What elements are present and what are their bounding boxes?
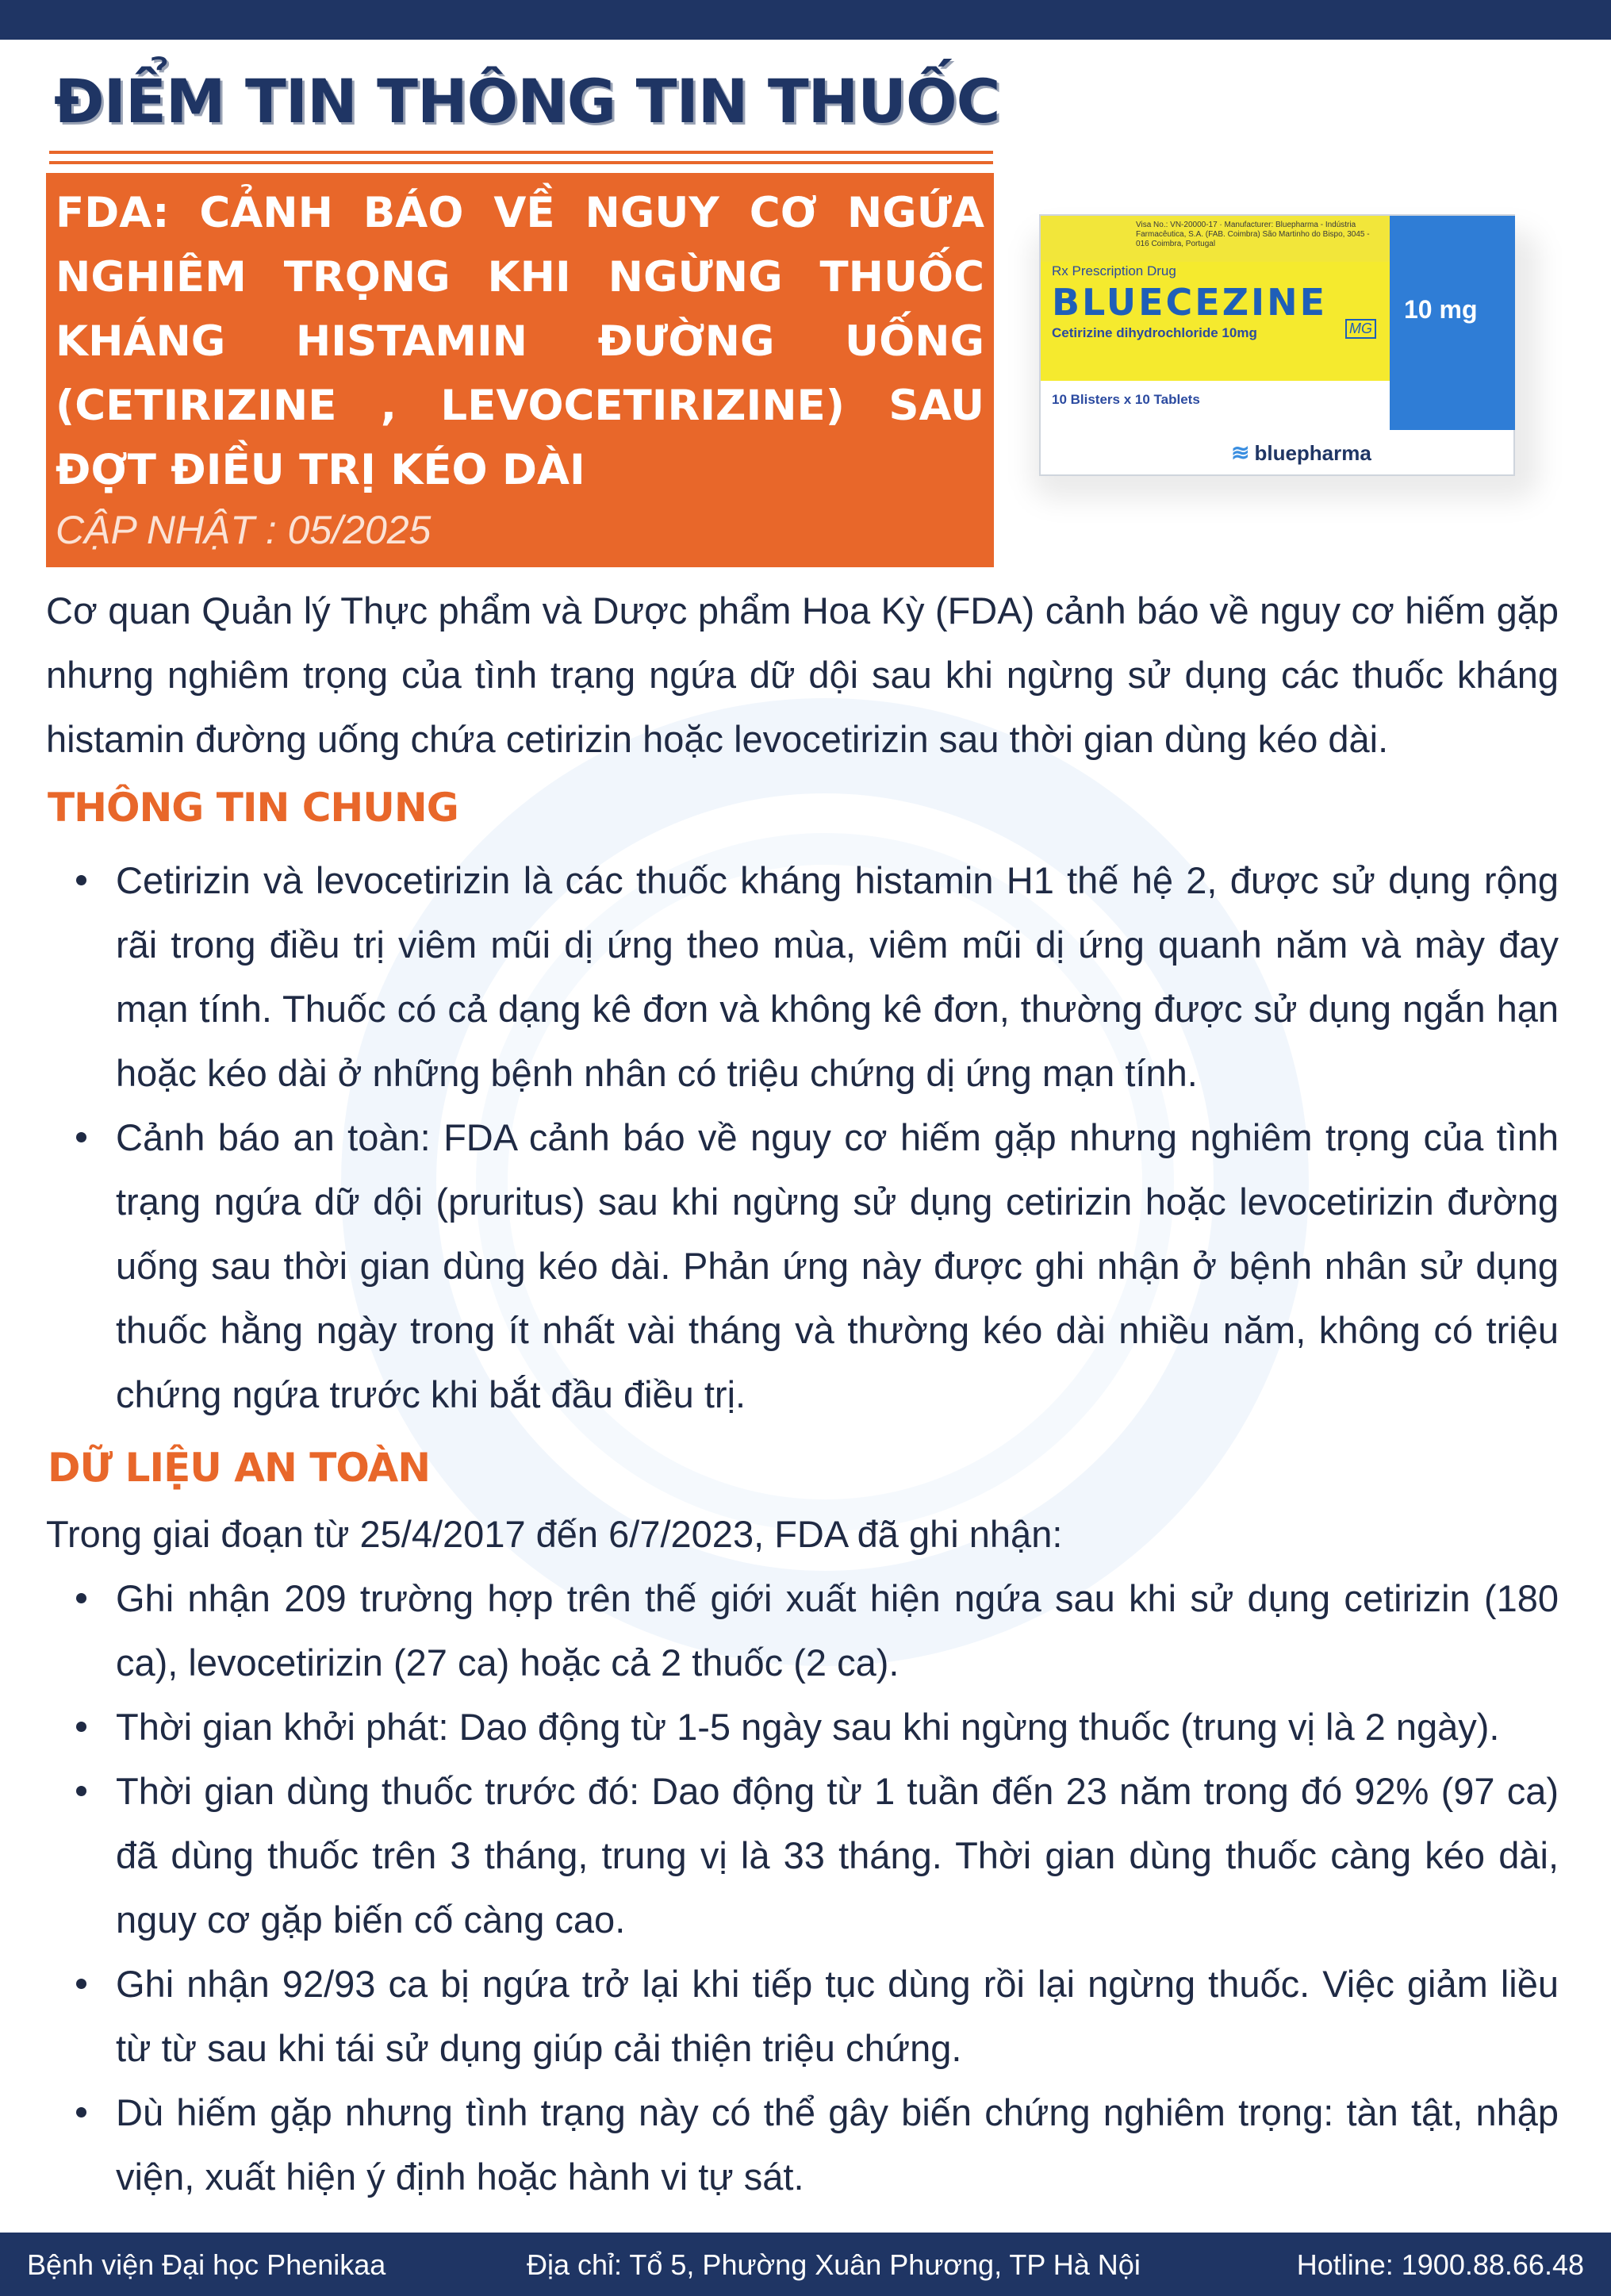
intro-paragraph: Cơ quan Quản lý Thực phẩm và Dược phẩm Hoa Kỳ (FDA) cảnh báo về nguy cơ hiếm gặp nhưng nghiêm trọng của tình trạng ngứa dữ dội sau khi ngừng sử dụng các thuốc kháng histamin đường uống chứa cetirizin hoặc levocetirizin sau thời gian dùng kéo dài.: [46, 589, 1559, 760]
product-brand: BLUECEZINE: [1052, 281, 1328, 324]
list-item-text: Thời gian khởi phát: Dao động từ 1-5 ngày sau khi ngừng thuốc (trung vị là 2 ngày).: [116, 1706, 1500, 1748]
general-list: [46, 848, 1559, 1426]
product-generic-name: Cetirizine dihydrochloride 10mg: [1052, 325, 1257, 340]
safety-list: [46, 1566, 1559, 2209]
list-item-text: Cảnh báo an toàn: FDA cảnh báo về nguy cơ hiếm gặp nhưng nghiêm trọng của tình trạng ngứa dữ dội (pruritus) sau khi ngừng sử dụng cetirizin hoặc levocetirizin đường uống sau thời gian dùng kéo dài. Phản ứng này được ghi nhận ở bệnh nhân sử dụng thuốc hằng ngày trong ít nhất vài tháng và thường kéo dài nhiều năm, không có triệu chứng ngứa trước khi bắt đầu điều trị.: [116, 1116, 1559, 1415]
top-banner: [0, 0, 1611, 40]
title-divider: [49, 151, 993, 154]
list-item-text: Dù hiếm gặp nhưng tình trạng này có thể gây biến chứng nghiêm trọng: tàn tật, nhập viện, xuất hiện ý định hoặc hành vi tự sát.: [116, 2091, 1559, 2198]
footer-address: Địa chỉ: Tổ 5, Phường Xuân Phương, TP Hà Nội: [527, 2248, 1141, 2281]
product-rx-label: Rx Prescription Drug: [1052, 263, 1176, 278]
list-item: [46, 848, 1559, 1105]
list-item-text: Thời gian dùng thuốc trước đó: Dao động từ 1 tuần đến 23 năm trong đó 92% (97 ca) đã dùng thuốc trên 3 tháng, trung vị là 33 tháng. Thời gian dùng thuốc càng kéo dài, nguy cơ gặp biến cố càng cao.: [116, 1770, 1559, 1941]
list-item-text: Ghi nhận 209 trường hợp trên thế giới xuất hiện ngứa sau khi sử dụng cetirizin (180 ca), levocetirizin (27 ca) hoặc cả 2 thuốc (2 ca).: [116, 1577, 1559, 1684]
product-image: [1031, 198, 1539, 492]
bullet-icon: [76, 1593, 86, 1603]
update-date: CẬP NHẬT : 05/2025: [56, 508, 432, 552]
product-maker-name: bluepharma: [1254, 441, 1371, 465]
footer-hospital: Bệnh viện Đại học Phenikaa: [27, 2248, 386, 2281]
footer: [0, 2233, 1611, 2296]
list-item: [46, 1566, 1559, 1695]
product-dose: 10 mg: [1404, 295, 1478, 324]
bullet-icon: [76, 1979, 86, 1989]
list-item-text: Ghi nhận 92/93 ca bị ngứa trở lại khi tiếp tục dùng rồi lại ngừng thuốc. Việc giảm liều từ từ sau khi tái sử dụng giúp cải thiện triệu chứng.: [116, 1963, 1559, 2069]
product-pack-count: 10 Blisters x 10 Tablets: [1052, 392, 1200, 407]
title-divider-secondary: [49, 161, 993, 164]
product-fine-print: Visa No.: VN-20000-17 · Manufacturer: Bluepharma - Indústria Farmacêutica, S.A. (FAB. Coimbra) São Martinho do Bispo, 3045 - 016 Coimbra, Portugal: [1136, 221, 1370, 248]
section-heading-general: THÔNG TIN CHUNG: [48, 785, 458, 831]
bullet-icon: [76, 1786, 86, 1796]
wave-icon: ≋: [1231, 440, 1250, 465]
list-item: [46, 1759, 1559, 1952]
section-heading-safety: DỮ LIỆU AN TOÀN: [48, 1445, 431, 1491]
bullet-icon: [76, 875, 86, 885]
page-title: ĐIỂM TIN THÔNG TIN THUỐC: [54, 66, 1000, 136]
list-item: [46, 1695, 1559, 1759]
product-mark: MG: [1345, 319, 1376, 339]
product-maker: [1231, 440, 1371, 466]
bullet-icon: [76, 1132, 86, 1142]
list-item: [46, 2080, 1559, 2209]
bullet-icon: [76, 2107, 86, 2117]
safety-lead: Trong giai đoạn từ 25/4/2017 đến 6/7/2023, FDA đã ghi nhận:: [46, 1513, 1063, 1555]
headline-text: FDA: CẢNH BÁO VỀ NGUY CƠ NGỨA NGHIÊM TRỌNG KHI NGỪNG THUỐC KHÁNG HISTAMIN ĐƯỜNG UỐNG (CETIRIZINE , LEVOCETIRIZINE) SAU ĐỢT ĐIỀU TRỊ KÉO DÀI: [56, 189, 984, 494]
footer-hotline: Hotline: 1900.88.66.48: [1296, 2248, 1584, 2281]
headline-box: [46, 173, 994, 567]
bullet-icon: [76, 1722, 86, 1732]
list-item-text: Cetirizin và levocetirizin là các thuốc kháng histamin H1 thế hệ 2, được sử dụng rộng rãi trong điều trị viêm mũi dị ứng theo mùa, viêm mũi dị ứng quanh năm và mày đay mạn tính. Thuốc có cả dạng kê đơn và không kê đơn, thường được sử dụng ngắn hạn hoặc kéo dài ở những bệnh nhân có triệu chứng dị ứng mạn tính.: [116, 859, 1559, 1094]
list-item: [46, 1105, 1559, 1426]
list-item: [46, 1952, 1559, 2080]
product-box: [1039, 214, 1515, 476]
